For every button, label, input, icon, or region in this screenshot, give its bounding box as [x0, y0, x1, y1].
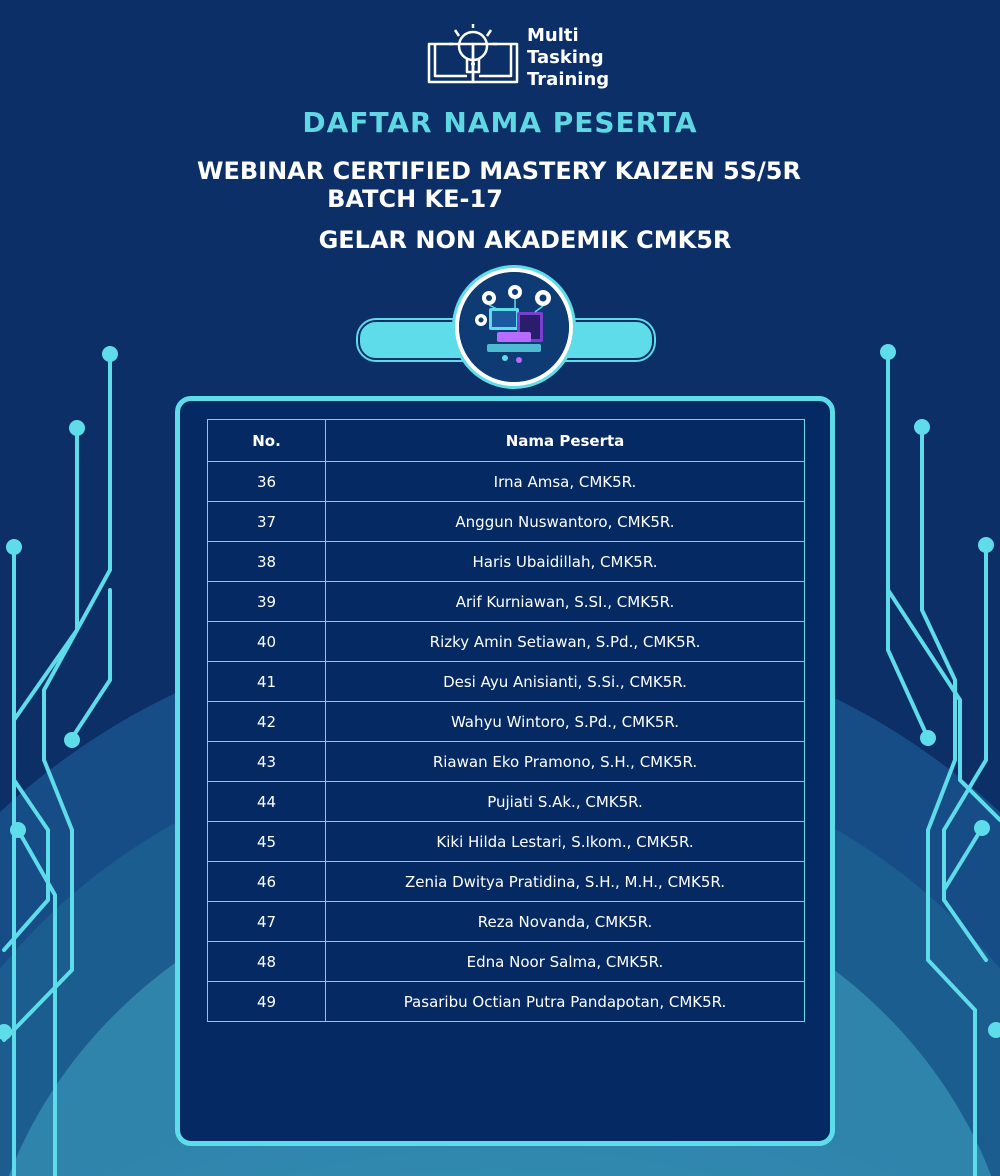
brand-line-2: Tasking	[527, 47, 604, 68]
participant-name: Pujiati S.Ak., CMK5R.	[326, 782, 805, 822]
table-row	[208, 742, 805, 782]
row-number: 44	[208, 782, 326, 822]
participant-name: Pasaribu Octian Putra Pandapotan, CMK5R.	[326, 982, 805, 1022]
participant-name: Reza Novanda, CMK5R.	[326, 902, 805, 942]
event-title	[0, 157, 1000, 213]
row-number: 42	[208, 702, 326, 742]
participant-name: Desi Ayu Anisianti, S.Si., CMK5R.	[326, 662, 805, 702]
row-number: 36	[208, 462, 326, 502]
row-number: 37	[208, 502, 326, 542]
row-number: 43	[208, 742, 326, 782]
computer-network-illustration	[455, 268, 573, 386]
table-row	[208, 462, 805, 502]
event-title-line-1: WEBINAR CERTIFIED MASTERY KAIZEN 5S/5R	[197, 157, 801, 185]
table-row	[208, 982, 805, 1022]
participant-name: Irna Amsa, CMK5R.	[326, 462, 805, 502]
table-row	[208, 902, 805, 942]
participant-name: Rizky Amin Setiawan, S.Pd., CMK5R.	[326, 622, 805, 662]
brand-line-1: Multi	[527, 25, 579, 46]
table-header-row	[208, 420, 805, 462]
row-number: 49	[208, 982, 326, 1022]
degree-title: GELAR NON AKADEMIK CMK5R	[318, 226, 732, 254]
participant-name: Arif Kurniawan, S.SI., CMK5R.	[326, 582, 805, 622]
row-number: 39	[208, 582, 326, 622]
participant-name: Kiki Hilda Lestari, S.Ikom., CMK5R.	[326, 822, 805, 862]
table-row	[208, 502, 805, 542]
column-header-name: Nama Peserta	[326, 420, 805, 462]
brand-line-3: Training	[527, 69, 610, 90]
table-row	[208, 822, 805, 862]
participant-name: Wahyu Wintoro, S.Pd., CMK5R.	[326, 702, 805, 742]
participant-name: Haris Ubaidillah, CMK5R.	[326, 542, 805, 582]
event-title-line-2: BATCH KE-17	[327, 185, 503, 213]
row-number: 45	[208, 822, 326, 862]
table-row	[208, 862, 805, 902]
participant-name: Zenia Dwitya Pratidina, S.H., M.H., CMK5R.	[326, 862, 805, 902]
table-row	[208, 622, 805, 662]
participant-table	[207, 419, 805, 1022]
table-row	[208, 542, 805, 582]
column-header-no: No.	[208, 420, 326, 462]
participant-name: Riawan Eko Pramono, S.H., CMK5R.	[326, 742, 805, 782]
row-number: 48	[208, 942, 326, 982]
table-row	[208, 702, 805, 742]
table-row	[208, 582, 805, 622]
row-number: 41	[208, 662, 326, 702]
participant-name: Edna Noor Salma, CMK5R.	[326, 942, 805, 982]
page-title: DAFTAR NAMA PESERTA	[302, 106, 698, 139]
row-number: 46	[208, 862, 326, 902]
row-number: 38	[208, 542, 326, 582]
participant-name: Anggun Nuswantoro, CMK5R.	[326, 502, 805, 542]
table-row	[208, 942, 805, 982]
row-number: 47	[208, 902, 326, 942]
brand-name	[527, 25, 609, 91]
row-number: 40	[208, 622, 326, 662]
table-row	[208, 782, 805, 822]
table-row	[208, 662, 805, 702]
